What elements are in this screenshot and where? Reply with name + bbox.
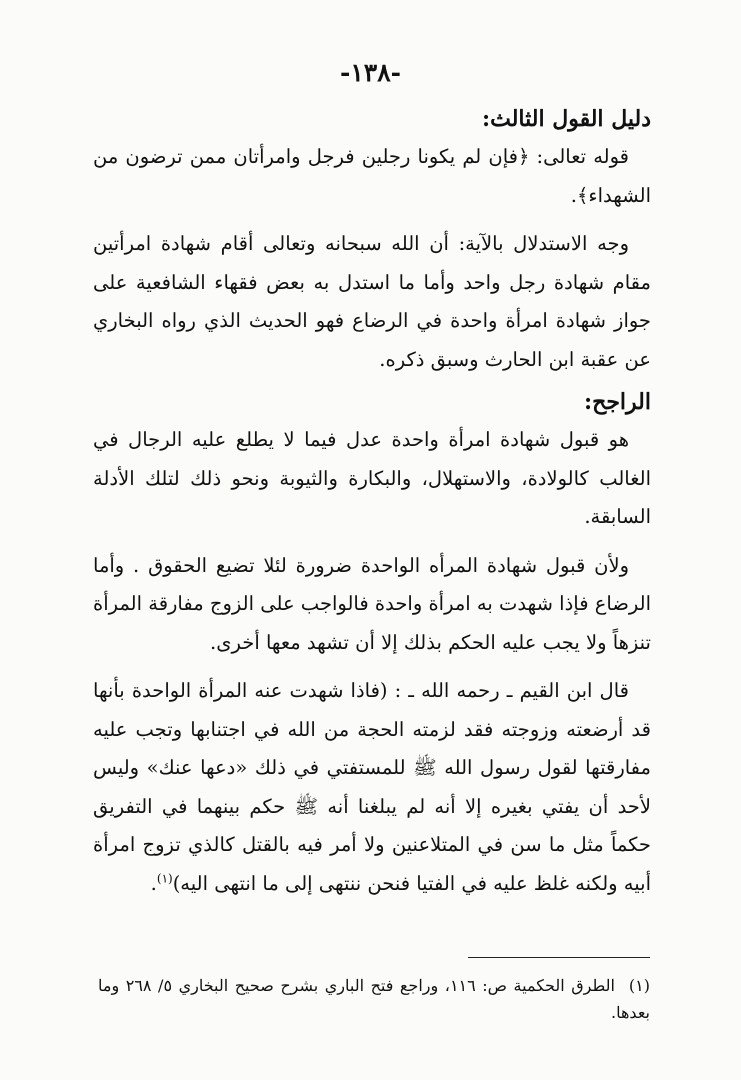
inference-paragraph: وجه الاستدلال بالآية: أن الله سبحانه وتعالى أقام شهادة امرأتين مقام شهادة رجل واحد وأما ما استدل به بعض فقهاء الشافعية على جواز شهادة امرأة واحدة في الرضاع فهو الحديث الذي رواه البخاري عن عقبة ابن الحارث وسبق ذكره. — [93, 232, 651, 371]
ibn-qayyim-quote-text: قال ابن القيم ـ رحمه الله ـ : (فاذا شهدت عنه المرأة الواحدة بأنها قد أرضعته وزوجته فقد لزمته الحجة من الله في اجتنابها وتجب عليه مفارقتها لقول رسول الله ﷺ للمستفتي في ذلك «دعها عنك» وليس لأحد أن يفتي بغيره إلا أنه لم يبلغنا أنه ﷺ حكم بينهما في التفريق حكماً مثل ما سن في المتلاعنين ولا أمر فيه بالقتل كالذي تزوج امرأة أبيه ولكنه غلظ عليه في الفتيا فنحن ننتهى إلى ما انتهى اليه) — [93, 679, 651, 895]
preferred-paragraph-1: هو قبول شهادة امرأة واحدة عدل فيما لا يطلع عليه الرجال في الغالب كالولادة، والاستهلال، والبكارة والثيوبة ونحو ذلك لتلك الأدلة السابقة. — [93, 428, 651, 528]
footnote — [98, 972, 650, 1026]
footnote-divider — [468, 957, 650, 958]
quote-end-period: . — [150, 871, 157, 895]
quran-citation-paragraph: قوله تعالى: ﴿فإن لم يكونا رجلين فرجل وامرأتان ممن ترضون من الشهداء﴾. — [93, 145, 651, 207]
footnote-number: (١) — [628, 976, 650, 995]
ibn-qayyim-quote-paragraph — [93, 672, 651, 903]
preferred-paragraph-2: ولأن قبول شهادة المرأه الواحدة ضرورة لئلا تضيع الحقوق . وأما الرضاع فإذا شهدت به امرأة واحدة فالواجب على الزوج مفارقة المرأة تنزهاً ولا يجب عليه الحكم بذلك إلا أن تشهد معها أخرى. — [93, 553, 651, 654]
page-body — [93, 100, 651, 903]
footnote-text: الطرق الحكمية ص: ١١٦، وراجع فتح الباري بشرح صحيح البخاري ٥/ ٢٦٨ وما بعدها. — [98, 976, 650, 1022]
heading-third-opinion: دليل القول الثالث: — [482, 106, 651, 132]
heading-preferred: الراجح: — [584, 389, 651, 415]
footnote-marker: (١) — [156, 871, 173, 885]
page-number: -١٣٨- — [339, 58, 402, 87]
